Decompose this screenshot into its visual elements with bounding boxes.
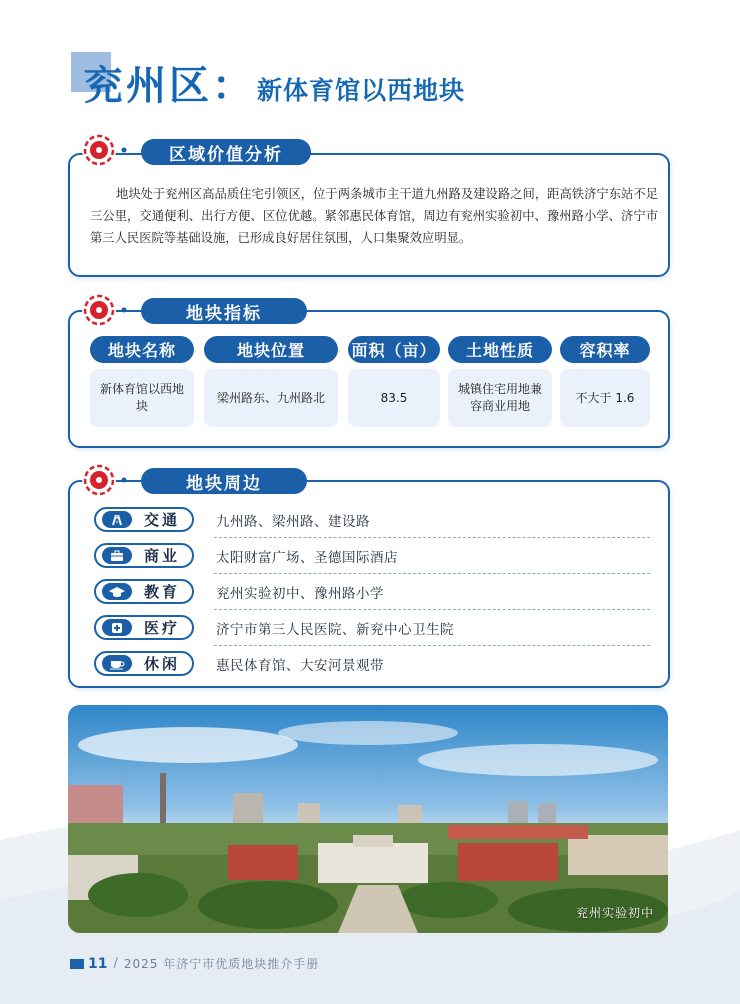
teacup-icon	[102, 655, 132, 672]
surroundings-panel	[68, 480, 670, 688]
metric-header: 土地性质	[448, 336, 552, 363]
category-pill	[94, 543, 194, 568]
category-pill	[94, 507, 194, 532]
category-label: 教育	[144, 583, 181, 601]
briefcase-icon	[102, 547, 132, 564]
metric-value: 梁州路东、九州路北	[204, 369, 338, 427]
metric-column-land-use	[448, 336, 552, 427]
metric-column-area	[348, 336, 440, 427]
section-badge-icon	[80, 291, 130, 329]
section-heading-value: 区域价值分析	[141, 139, 311, 165]
category-value: 济宁市第三人民医院、新兖中心卫生院	[216, 622, 454, 638]
category-label: 医疗	[144, 619, 181, 637]
metric-header: 地块位置	[204, 336, 338, 363]
category-pill	[94, 651, 194, 676]
photo-caption: 兖州实验初中	[575, 906, 654, 920]
page-title	[83, 62, 465, 110]
title-district: 兖州区：	[83, 63, 255, 109]
category-value: 兖州实验初中、豫州路小学	[216, 586, 384, 602]
aerial-photo	[68, 705, 668, 933]
metric-value: 不大于 1.6	[560, 369, 650, 427]
section-heading-surroundings: 地块周边	[141, 468, 307, 494]
metric-column-location	[204, 336, 338, 427]
footer-separator: /	[113, 956, 118, 971]
category-value: 九州路、梁州路、建设路	[216, 514, 370, 530]
surrounding-row-traffic	[94, 502, 650, 538]
category-value: 太阳财富广场、圣德国际酒店	[216, 550, 398, 566]
road-icon	[102, 511, 132, 528]
category-value: 惠民体育馆、大安河景观带	[216, 658, 384, 674]
metric-header: 面积（亩）	[348, 336, 440, 363]
metric-column-far	[560, 336, 650, 427]
metric-header: 容积率	[560, 336, 650, 363]
title-plot-name: 新体育馆以西地块	[257, 76, 466, 105]
plot-metrics-panel	[68, 310, 670, 448]
section-heading-metrics: 地块指标	[141, 298, 307, 324]
surrounding-row-commerce	[94, 538, 650, 574]
metric-value: 城镇住宅用地兼容商业用地	[448, 369, 552, 427]
page-number: 11	[88, 955, 108, 972]
page-footer	[70, 955, 319, 972]
surrounding-row-leisure	[94, 646, 650, 682]
category-pill	[94, 615, 194, 640]
category-label: 休闲	[144, 655, 181, 673]
metric-header: 地块名称	[90, 336, 194, 363]
publication-title: 2025 年济宁市优质地块推介手册	[123, 957, 320, 971]
footer-accent-bar	[70, 959, 84, 969]
metric-value: 新体育馆以西地块	[90, 369, 194, 427]
section-badge-icon	[80, 131, 130, 169]
category-label: 商业	[144, 547, 181, 565]
surrounding-row-education	[94, 574, 650, 610]
category-label: 交通	[144, 511, 181, 529]
surrounding-row-medical	[94, 610, 650, 646]
graduation-cap-icon	[102, 583, 132, 600]
category-pill	[94, 579, 194, 604]
metric-value: 83.5	[348, 369, 440, 427]
value-analysis-text: 地块处于兖州区高品质住宅引领区，位于两条城市主干道九州路及建设路之间，距高铁济宁东站不足三公里，交通便利、出行方便、区位优越。紧邻惠民体育馆，周边有兖州实验初中、豫州路小学、济宁市第三人民医院等基础设施，已形成良好居住氛围，人口集聚效应明显。	[90, 187, 658, 245]
metric-column-name	[90, 336, 194, 427]
value-analysis-panel	[68, 153, 670, 277]
medical-cross-icon	[102, 619, 132, 636]
section-badge-icon	[80, 461, 130, 499]
